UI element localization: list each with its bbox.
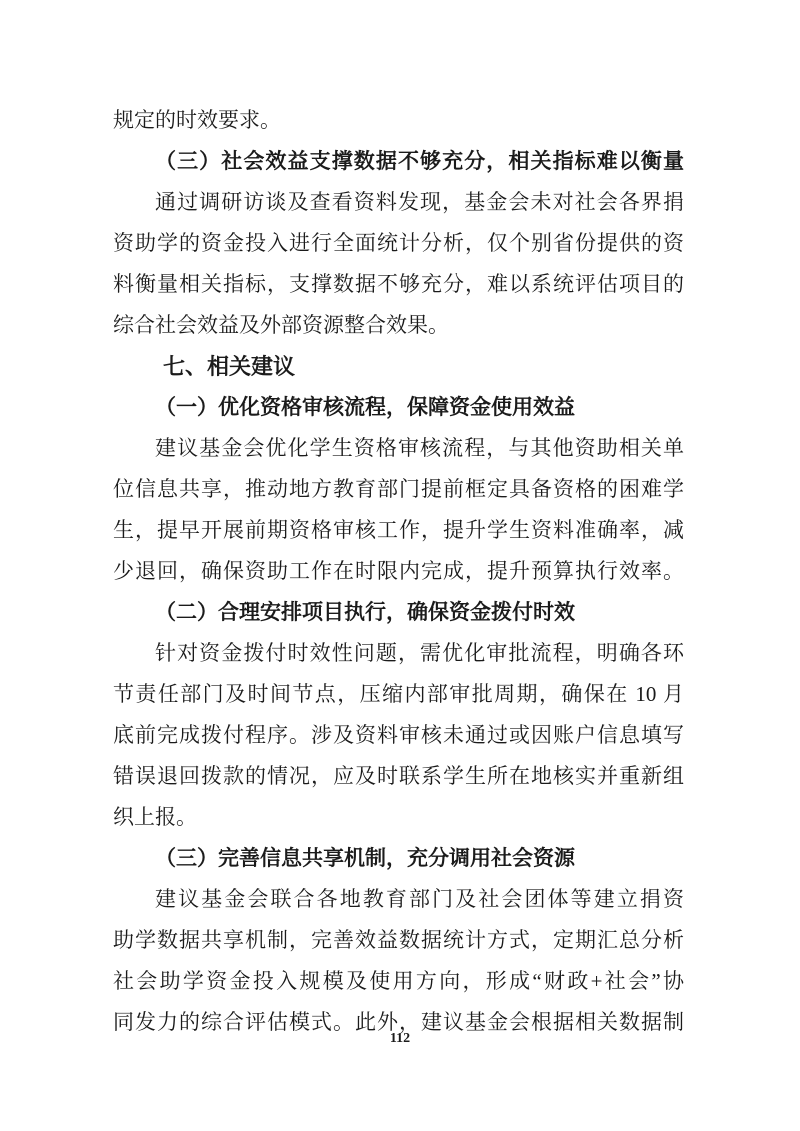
text-line: 节责任部门及时间节点，压缩内部审批周期，确保在 10 月 <box>113 682 684 706</box>
text-line: 同发力的综合评估模式。此外，建议基金会根据相关数据制 <box>113 1010 684 1034</box>
text-line: 织上报。 <box>113 805 197 829</box>
document-content <box>113 100 684 1043</box>
text-line: 通过调研访谈及查看资料发现，基金会未对社会各界捐 <box>155 190 684 214</box>
text-line: 资助学的资金投入进行全面统计分析，仅个别省份提供的资 <box>113 231 684 255</box>
text-line: 位信息共享，推动地方教育部门提前框定具备资格的困难学 <box>113 477 684 501</box>
paragraph <box>113 182 684 346</box>
section-heading <box>113 387 684 428</box>
heading-line: 七、相关建议 <box>163 354 296 379</box>
text-line: 建议基金会优化学生资格审核流程，与其他资助相关单 <box>155 436 684 460</box>
heading-line: （三）社会效益支撑数据不够充分，相关指标难以衡量 <box>155 149 684 173</box>
text-line: 综合社会效益及外部资源整合效果。 <box>113 313 449 337</box>
page-number: 112 <box>389 1031 411 1046</box>
section-heading <box>113 592 684 633</box>
text-line: 针对资金拨付时效性问题，需优化审批流程，明确各环 <box>155 641 684 665</box>
text-line: 规定的时效要求。 <box>113 108 281 132</box>
text-line: 生，提早开展前期资格审核工作，提升学生资料准确率，减 <box>113 518 684 542</box>
paragraph <box>113 633 684 838</box>
text-line: 少退回，确保资助工作在时限内完成，提升预算执行效率。 <box>113 559 684 583</box>
paragraph <box>113 879 684 1043</box>
heading-line: （一）优化资格审核流程，保障资金使用效益 <box>155 395 575 419</box>
section-heading <box>113 838 684 879</box>
text-line: 建议基金会联合各地教育部门及社会团体等建立捐资 <box>155 887 684 911</box>
heading-line: （三）完善信息共享机制，充分调用社会资源 <box>155 846 575 870</box>
paragraph <box>113 100 684 141</box>
paragraph <box>113 428 684 592</box>
text-line: 助学数据共享机制，完善效益数据统计方式，定期汇总分析 <box>113 928 684 952</box>
section-heading <box>113 141 684 182</box>
heading-line: （二）合理安排项目执行，确保资金拨付时效 <box>155 600 575 624</box>
text-line: 错误退回拨款的情况，应及时联系学生所在地核实并重新组 <box>113 764 684 788</box>
chapter-heading <box>113 346 684 387</box>
text-line: 社会助学资金投入规模及使用方向，形成“财政+社会”协 <box>113 969 684 993</box>
text-line: 料衡量相关指标，支撑数据不够充分，难以系统评估项目的 <box>113 272 684 296</box>
text-line: 底前完成拨付程序。涉及资料审核未通过或因账户信息填写 <box>113 723 684 747</box>
